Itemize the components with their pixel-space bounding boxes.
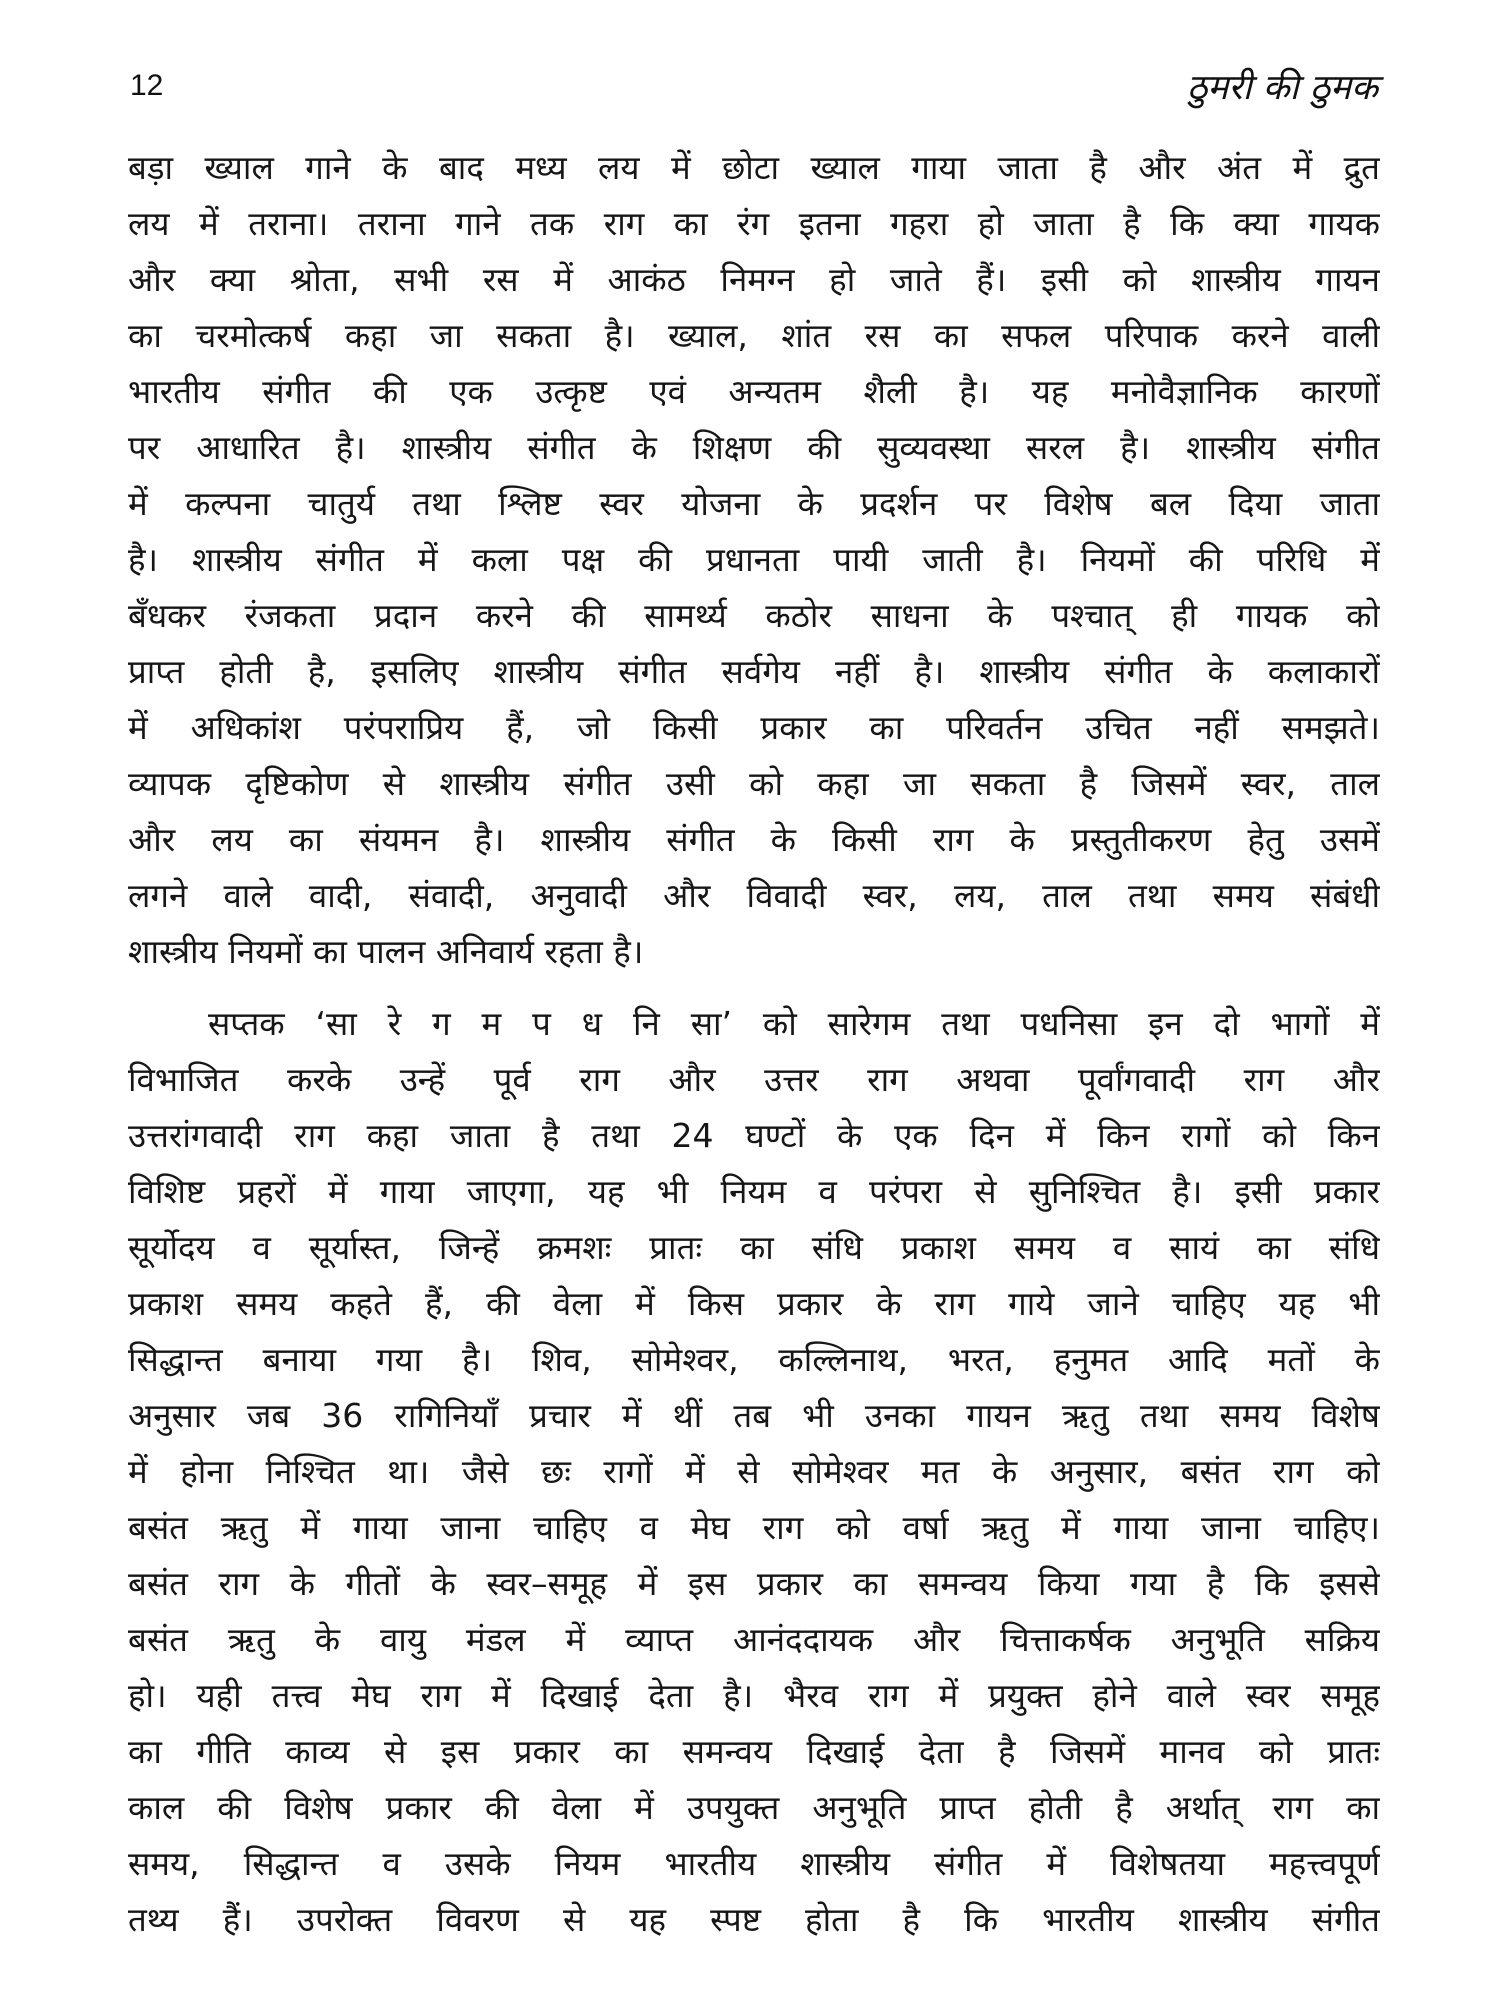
text-line: बसंत ऋतु के वायु मंडल में व्याप्त आनंददायक और चित्ताकर्षक अनुभूति सक्रिय [128, 1620, 1380, 1659]
text-line: लगने वाले वादी, संवादी, अनुवादी और विवादी स्वर, लय, ताल तथा समय संबंधी [128, 876, 1380, 915]
text-line: बसंत राग के गीतों के स्वर–समूह में इस प्रकार का समन्वय किया गया है कि इससे [128, 1564, 1380, 1603]
text-line: तथ्य हैं। उपरोक्त विवरण से यह स्पष्ट होता है कि भारतीय शास्त्रीय संगीत [128, 1900, 1380, 1939]
paragraph-1 [128, 140, 1380, 980]
text-line: का चरमोत्कर्ष कहा जा सकता है। ख्याल, शांत रस का सफल परिपाक करने वाली [128, 316, 1380, 355]
text-line: और लय का संयमन है। शास्त्रीय संगीत के किसी राग के प्रस्तुतीकरण हेतु उसमें [128, 820, 1380, 859]
text-line: अनुसार जब 36 रागिनियाँ प्रचार में थीं तब भी उनका गायन ऋतु तथा समय विशेष [128, 1396, 1380, 1435]
text-line: सप्तक ‘सा रे ग म प ध नि सा’ को सारेगम तथा पधनिसा इन दो भागों में [208, 1004, 1380, 1043]
text-line: काल की विशेष प्रकार की वेला में उपयुक्त अनुभूति प्राप्त होती है अर्थात् राग का [128, 1788, 1380, 1827]
paragraph-2 [128, 996, 1380, 1948]
text-line: समय, सिद्धान्त व उसके नियम भारतीय शास्त्रीय संगीत में विशेषतया महत्त्वपूर्ण [128, 1844, 1380, 1883]
body-text [128, 140, 1380, 1948]
text-line: में कल्पना चातुर्य तथा श्लिष्ट स्वर योजना के प्रदर्शन पर विशेष बल दिया जाता [128, 484, 1380, 523]
text-line: बड़ा ख्याल गाने के बाद मध्य लय में छोटा ख्याल गाया जाता है और अंत में द्रुत [128, 148, 1380, 187]
text-line: बँधकर रंजकता प्रदान करने की सामर्थ्य कठोर साधना के पश्चात् ही गायक को [128, 596, 1380, 635]
text-line: प्रकाश समय कहते हैं, की वेला में किस प्रकार के राग गाये जाने चाहिए यह भी [128, 1284, 1380, 1323]
text-line: व्यापक दृष्टिकोण से शास्त्रीय संगीत उसी को कहा जा सकता है जिसमें स्वर, ताल [128, 764, 1380, 803]
text-line: विशिष्ट प्रहरों में गाया जाएगा, यह भी नियम व परंपरा से सुनिश्चित है। इसी प्रकार [128, 1172, 1380, 1211]
page-number: 12 [130, 69, 164, 102]
text-line: में अधिकांश परंपराप्रिय हैं, जो किसी प्रकार का परिवर्तन उचित नहीं समझते। [128, 708, 1380, 747]
text-line: हो। यही तत्त्व मेघ राग में दिखाई देता है। भैरव राग में प्रयुक्त होने वाले स्वर समूह [128, 1676, 1380, 1715]
text-line: प्राप्त होती है, इसलिए शास्त्रीय संगीत सर्वगेय नहीं है। शास्त्रीय संगीत के कलाकारों [128, 652, 1380, 691]
text-line: का गीति काव्य से इस प्रकार का समन्वय दिखाई देता है जिसमें मानव को प्रातः [128, 1732, 1380, 1771]
text-line: विभाजित करके उन्हें पूर्व राग और उत्तर राग अथवा पूर्वांगवादी राग और [128, 1060, 1380, 1099]
text-line: लय में तराना। तराना गाने तक राग का रंग इतना गहरा हो जाता है कि क्या गायक [128, 204, 1380, 243]
running-title: ठुमरी की ठुमक [1187, 67, 1378, 108]
text-line: भारतीय संगीत की एक उत्कृष्ट एवं अन्यतम शैली है। यह मनोवैज्ञानिक कारणों [128, 372, 1380, 411]
text-line: पर आधारित है। शास्त्रीय संगीत के शिक्षण की सुव्यवस्था सरल है। शास्त्रीय संगीत [128, 428, 1380, 467]
text-line: बसंत ऋतु में गाया जाना चाहिए व मेघ राग को वर्षा ऋतु में गाया जाना चाहिए। [128, 1508, 1380, 1547]
text-line: है। शास्त्रीय संगीत में कला पक्ष की प्रधानता पायी जाती है। नियमों की परिधि में [128, 540, 1380, 579]
text-line: सूर्योदय व सूर्यास्त, जिन्हें क्रमशः प्रातः का संधि प्रकाश समय व सायं का संधि [128, 1228, 1380, 1267]
text-line: उत्तरांगवादी राग कहा जाता है तथा 24 घण्टों के एक दिन में किन रागों को किन [128, 1116, 1380, 1155]
text-line: और क्या श्रोता, सभी रस में आकंठ निमग्न हो जाते हैं। इसी को शास्त्रीय गायन [128, 260, 1380, 299]
text-line: में होना निश्चित था। जैसे छः रागों में से सोमेश्वर मत के अनुसार, बसंत राग को [128, 1452, 1380, 1491]
text-line: शास्त्रीय नियमों का पालन अनिवार्य रहता है। [128, 932, 644, 971]
text-line: सिद्धान्त बनाया गया है। शिव, सोमेश्वर, कल्लिनाथ, भरत, हनुमत आदि मतों के [128, 1340, 1380, 1379]
page-header [130, 56, 1378, 116]
